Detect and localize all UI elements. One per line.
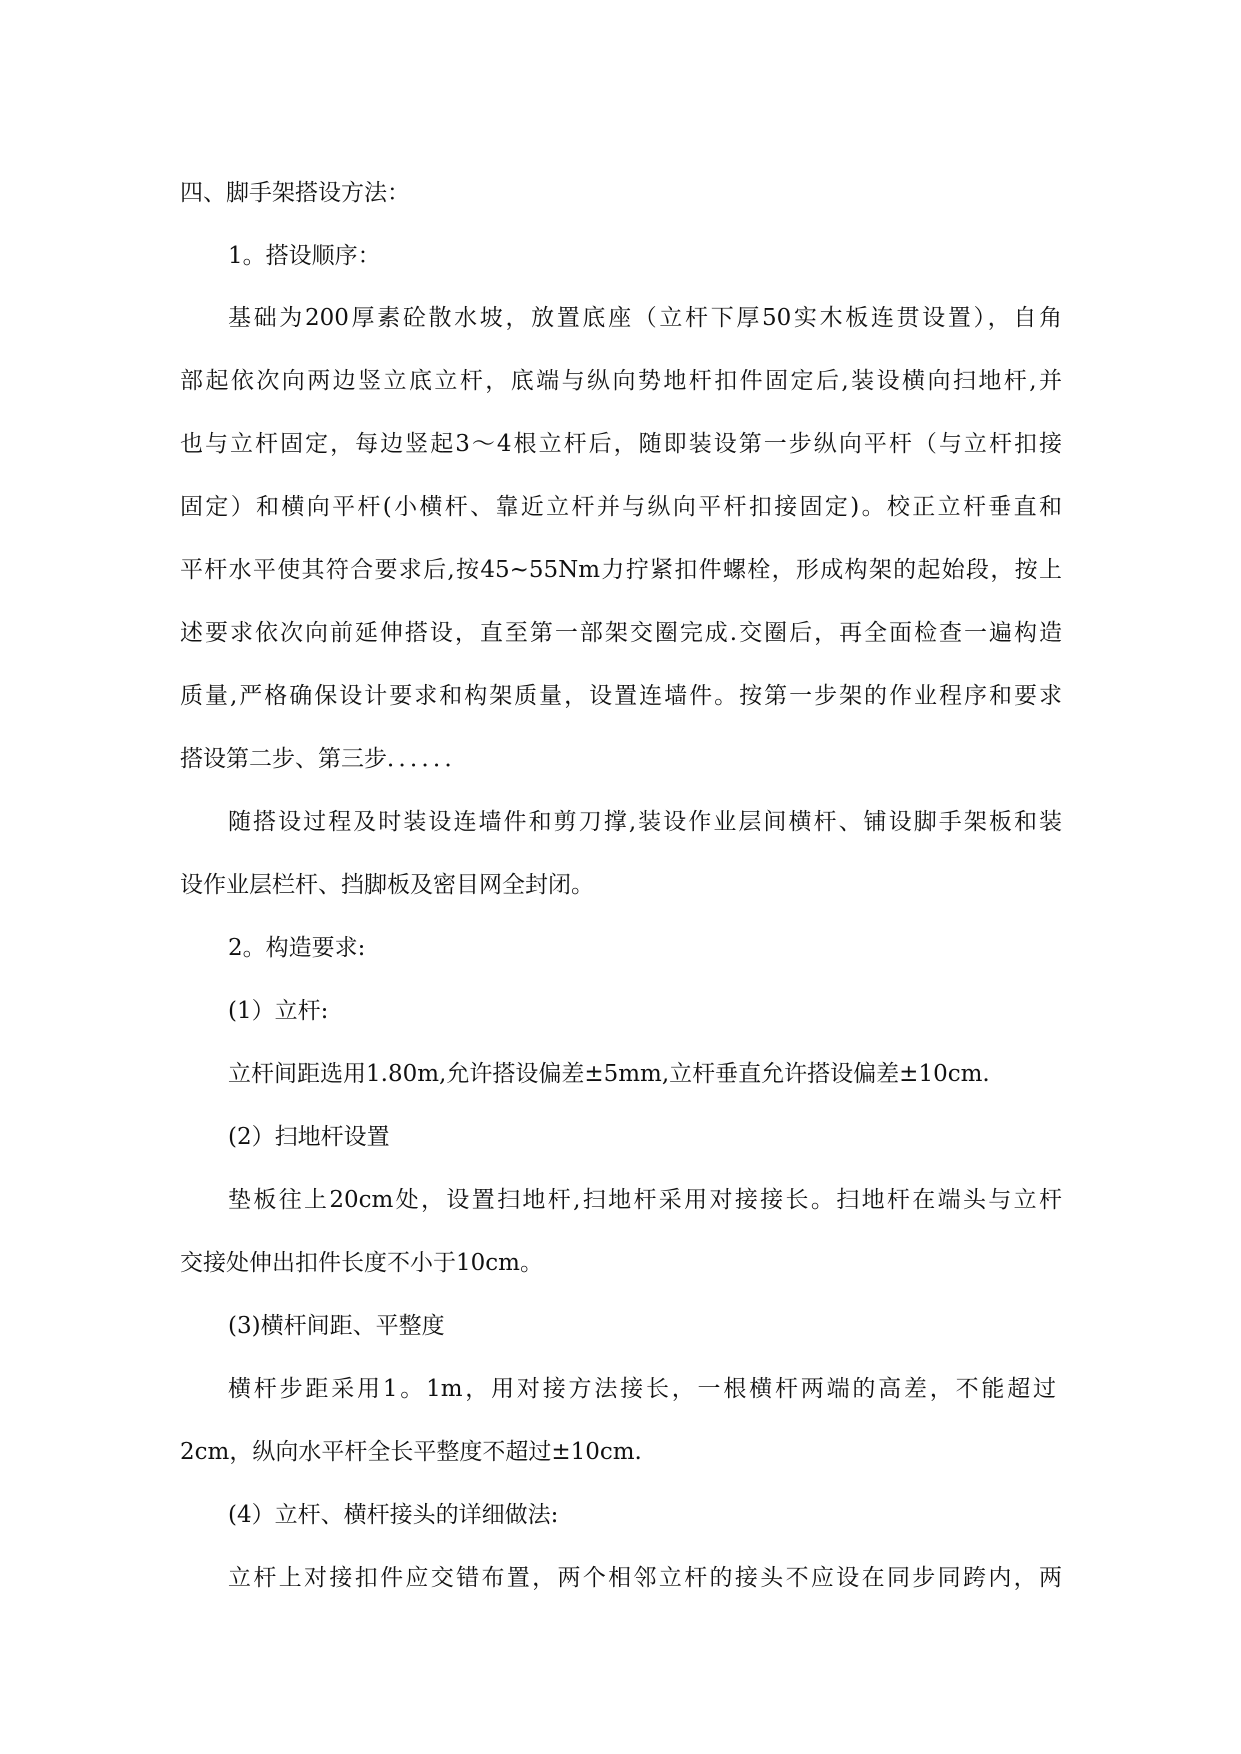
paragraph-line: 部起依次向两边竖立底立杆，底端与纵向势地杆扣件固定后,装设横向扫地杆,并 <box>180 368 1062 394</box>
paragraph-line: 垫板往上20cm处，设置扫地杆,扫地杆采用对接接长。扫地杆在端头与立杆 <box>228 1187 1062 1213</box>
item-title-joints: (4）立杆、横杆接头的详细做法: <box>228 1502 559 1528</box>
paragraph-line: 搭设第二步、第三步．．．．．． <box>180 746 468 772</box>
paragraph-line: 平杆水平使其符合要求后,按45~55Nm力拧紧扣件螺栓，形成构架的起始段，按上 <box>180 557 1062 583</box>
paragraph-line: 立杆上对接扣件应交错布置，两个相邻立杆的接头不应设在同步同跨内，两 <box>228 1565 1062 1591</box>
item-title-crossbar: (3)横杆间距、平整度 <box>228 1313 445 1339</box>
section-heading: 四、脚手架搭设方法： <box>180 180 410 206</box>
paragraph-line: 设作业层栏杆、挡脚板及密目网全封闭。 <box>180 872 594 898</box>
paragraph-line: 基础为200厚素砼散水坡，放置底座（立杆下厚50实木板连贯设置），自角 <box>228 305 1062 331</box>
paragraph-line: 也与立杆固定，每边竖起3～4根立杆后，随即装设第一步纵向平杆（与立杆扣接 <box>180 431 1062 457</box>
paragraph-line: 固定）和横向平杆(小横杆、靠近立杆并与纵向平杆扣接固定)。校正立杆垂直和 <box>180 494 1062 520</box>
paragraph-line: 横杆步距采用1。1m，用对接方法接长，一根横杆两端的高差，不能超过 <box>228 1376 1056 1402</box>
paragraph-line: 交接处伸出扣件长度不小于10cm。 <box>180 1250 543 1276</box>
paragraph-line: 2cm，纵向水平杆全长平整度不超过±10cm. <box>180 1439 642 1465</box>
item-title-upright: (1）立杆: <box>228 998 329 1024</box>
item-title-sweep-rod: (2）扫地杆设置 <box>228 1124 390 1150</box>
paragraph-line: 述要求依次向前延伸搭设，直至第一部架交圈完成.交圈后，再全面检查一遍构造 <box>180 620 1062 646</box>
paragraph-line: 随搭设过程及时装设连墙件和剪刀撑,装设作业层间横杆、铺设脚手架板和装 <box>228 809 1062 835</box>
paragraph-line: 立杆间距选用1.80m,允许搭设偏差±5mm,立杆垂直允许搭设偏差±10cm. <box>228 1061 990 1087</box>
subsection-title-sequence: 1。搭设顺序： <box>228 243 381 269</box>
paragraph-line: 质量,严格确保设计要求和构架质量，设置连墙件。按第一步架的作业程序和要求 <box>180 683 1062 709</box>
subsection-title-structure: 2。构造要求: <box>228 935 366 961</box>
